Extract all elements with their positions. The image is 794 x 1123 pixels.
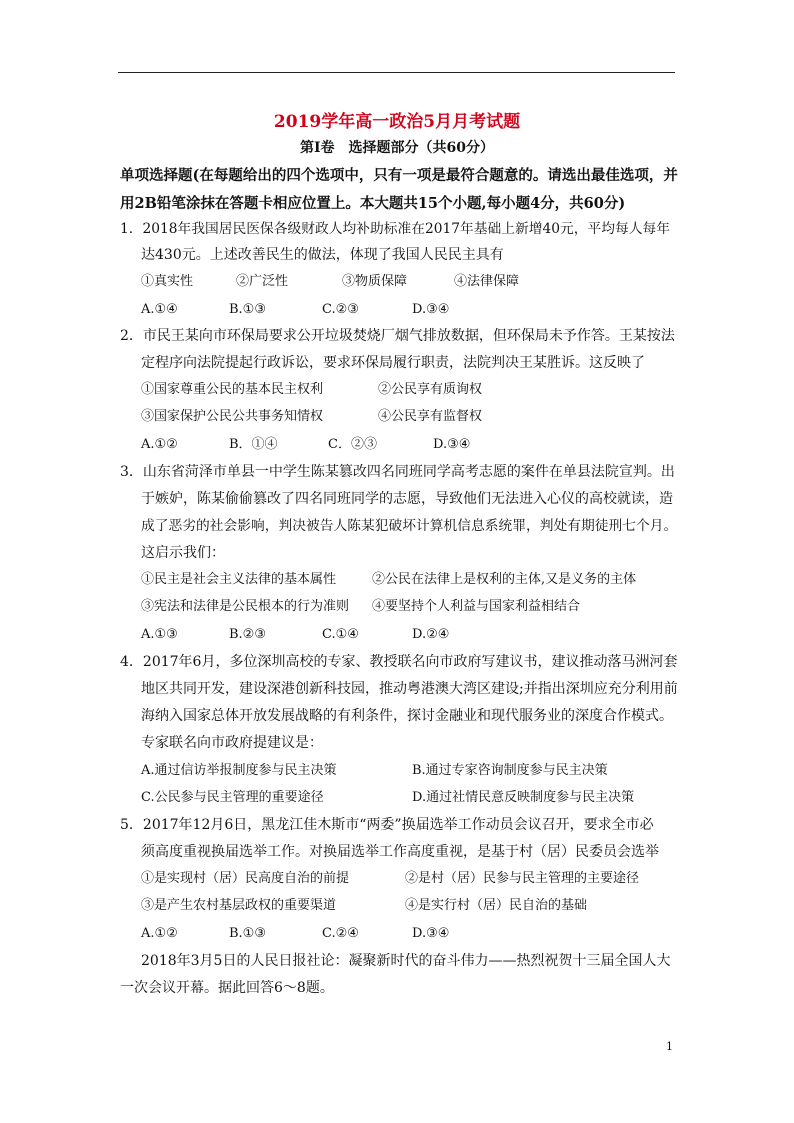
question-5-line-2: 须高度重视换届选举工作。对换届选举工作高度重视，是基于村（居）民委员会选举 bbox=[141, 844, 659, 860]
question-4-answer-a: A.通过信访举报制度参与民主决策 bbox=[141, 763, 337, 778]
section-subtitle: 第Ⅰ卷 选择题部分（共60分） bbox=[299, 140, 495, 156]
question-5-item: ①是实现村（居）民高度自治的前提 bbox=[141, 871, 350, 886]
question-2-item: ①国家尊重公民的基本民主权利 bbox=[141, 382, 324, 397]
instructions: 单项选择题(在每题给出的四个选项中，只有一项是最符合题意的。请选出最佳选项，并用2B铅笔涂抹在答题卡相应位置上。本大题共15个小题,每小题4分，共60分) bbox=[120, 167, 678, 212]
question-2-answer-d: D.③④ bbox=[433, 437, 471, 452]
question-4-answer-d: D.通过社情民意反映制度参与民主决策 bbox=[412, 790, 635, 805]
question-5-line-1: 5．2017年12月6日，黑龙江佳木斯市“两委”换届选举工作动员会议召开，要求全市必 bbox=[120, 817, 654, 833]
question-1-answer-d: D.③④ bbox=[412, 302, 450, 317]
question-1-answer-a: A.①④ bbox=[141, 302, 178, 317]
question-4-line-1: 4．2017年6月，多位深圳高校的专家、教授联名向市政府写建议书，建议推动落马洲河套 bbox=[120, 654, 678, 670]
question-5-answer-b: B.①③ bbox=[229, 926, 266, 941]
question-2-item: ④公民享有监督权 bbox=[378, 409, 483, 424]
question-2-line-1: 2．市民王某向市环保局要求公开垃圾焚烧厂烟气排放数据，但环保局未予作答。王某按法 bbox=[120, 328, 675, 344]
question-3-item: ②公民在法律上是权利的主体,又是义务的主体 bbox=[372, 572, 637, 587]
question-3-answer-c: C.①④ bbox=[322, 627, 359, 642]
question-1-item: ④法律保障 bbox=[454, 274, 520, 289]
question-5-answer-a: A.①② bbox=[141, 926, 178, 941]
question-1-answer-c: C.②③ bbox=[322, 302, 359, 317]
question-5-item: ③是产生农村基层政权的重要渠道 bbox=[141, 898, 337, 913]
question-3-line-1: 3．山东省菏泽市单县一中学生陈某篡改四名同班同学高考志愿的案件在单县法院宣判。出 bbox=[120, 464, 675, 480]
question-2-item: ②公民享有质询权 bbox=[378, 382, 483, 397]
question-4-line-2: 地区共同开发，建设深港创新科技园，推动粤港澳大湾区建设;并指出深圳应充分利用前 bbox=[141, 681, 678, 697]
question-4-line-3: 海纳入国家总体开放发展战略的有利条件，探讨金融业和现代服务业的深度合作模式。 bbox=[141, 708, 673, 724]
question-1-item: ③物质保障 bbox=[342, 274, 408, 289]
question-3-answer-b: B.②③ bbox=[229, 627, 266, 642]
question-5-answer-d: D.③④ bbox=[412, 926, 450, 941]
question-4-line-4: 专家联名向市政府提建议是： bbox=[141, 735, 323, 751]
question-1-line-1: 1．2018年我国居民医保各级财政人均补助标准在2017年基础上新增40元，平均每人每年 bbox=[120, 221, 670, 237]
question-3-line-4: 这启示我们： bbox=[141, 545, 225, 561]
question-3-answer-d: D.②④ bbox=[412, 627, 450, 642]
question-2-line-2: 定程序向法院提起行政诉讼，要求环保局履行职责，法院判决王某胜诉。这反映了 bbox=[141, 355, 645, 371]
question-4-answer-c: C.公民参与民主管理的重要途径 bbox=[141, 790, 324, 805]
passage-line-1: 2018年3月5日的人民日报社论：凝聚新时代的奋斗伟力——热烈祝贺十三届全国人大 bbox=[141, 953, 671, 969]
question-1-answer-b: B.①③ bbox=[229, 302, 266, 317]
question-1-item: ①真实性 bbox=[141, 274, 194, 289]
question-3-item: ④要坚持个人利益与国家利益相结合 bbox=[372, 599, 581, 614]
question-2-answer-a: A.①② bbox=[141, 437, 178, 452]
question-1-item: ②广泛性 bbox=[236, 274, 289, 289]
question-5-answer-c: C.②④ bbox=[322, 926, 359, 941]
question-3-answer-a: A.①③ bbox=[141, 627, 178, 642]
question-3-item: ③宪法和法律是公民根本的行为准则 bbox=[141, 599, 350, 614]
question-5-item: ④是实行村（居）民自治的基础 bbox=[405, 898, 588, 913]
question-3-item: ①民主是社会主义法律的基本属性 bbox=[141, 572, 337, 587]
question-3-line-2: 于嫉妒，陈某偷偷篡改了四名同班同学的志愿，导致他们无法进入心仪的高校就读，造 bbox=[141, 491, 673, 507]
header-rule bbox=[118, 72, 675, 73]
page-title: 2019学年高一政治5月月考试题 bbox=[273, 112, 521, 132]
question-3-line-3: 成了恶劣的社会影响，判决被告人陈某犯破坏计算机信息系统罪，判处有期徒刑七个月。 bbox=[141, 518, 678, 534]
question-4-answer-b: B.通过专家咨询制度参与民主决策 bbox=[412, 763, 608, 778]
passage-line-2: 一次会议开幕。据此回答6～8题。 bbox=[120, 980, 334, 996]
question-2-answer-b: B．①④ bbox=[229, 437, 278, 452]
page-number: 1 bbox=[666, 1040, 673, 1053]
question-5-item: ②是村（居）民参与民主管理的主要途径 bbox=[405, 871, 640, 886]
question-2-item: ③国家保护公民公共事务知情权 bbox=[141, 409, 324, 424]
question-2-answer-c: C．②③ bbox=[328, 437, 377, 452]
question-1-line-2: 达430元。上述改善民生的做法，体现了我国人民民主具有 bbox=[141, 247, 504, 263]
